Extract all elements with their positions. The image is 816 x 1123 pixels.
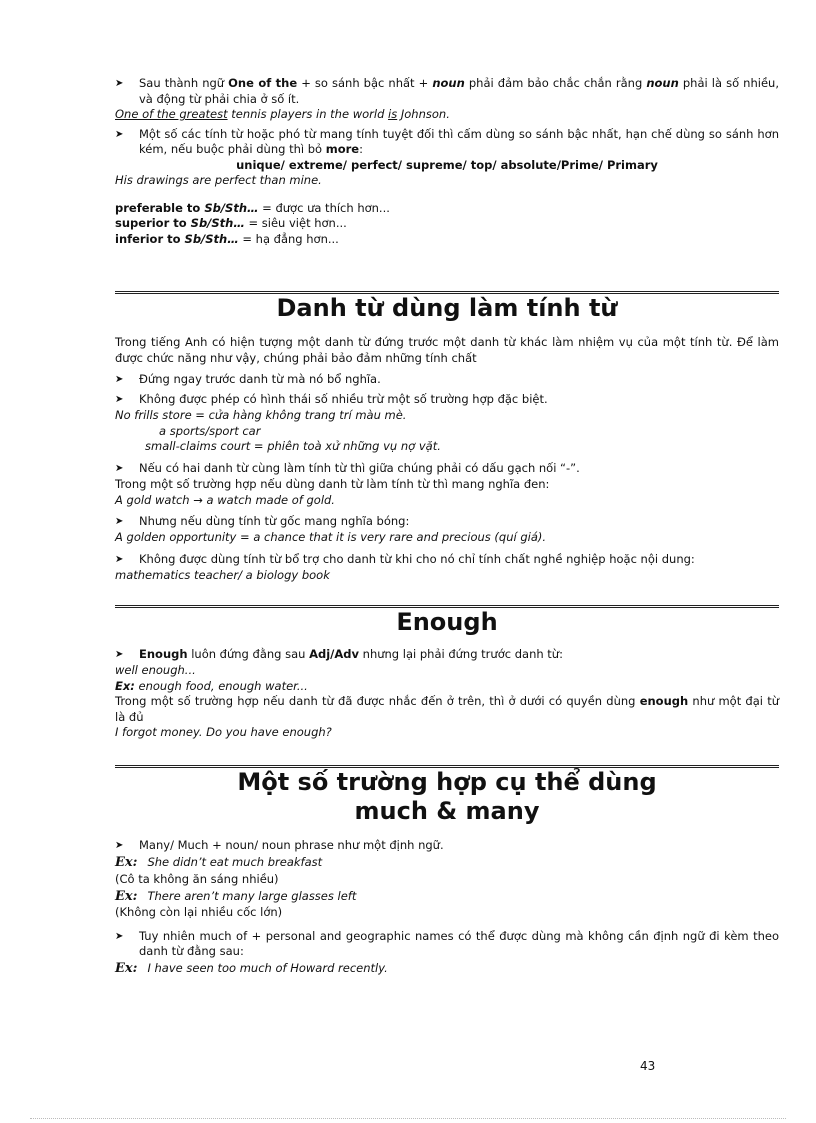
example-text: small-claims court = phiên toà xử những vụ nợ vặt. bbox=[145, 439, 441, 454]
section-title: Một số trường hợp cụ thể dùng bbox=[237, 767, 657, 796]
section-title: Enough bbox=[396, 608, 498, 637]
arrow-bullet-icon: ➤ bbox=[115, 930, 124, 942]
arrow-bullet-icon: ➤ bbox=[115, 553, 124, 565]
list-item: ➤ Many/ Much + noun/ noun phrase như một định ngữ. bbox=[115, 838, 444, 853]
example-text: A golden opportunity = a chance that it is very rare and precious (quí giá). bbox=[115, 530, 547, 545]
arrow-bullet-icon: ➤ bbox=[115, 840, 124, 852]
example-text: Ex: I have seen too much of Howard recently. bbox=[115, 960, 388, 976]
arrow-bullet-icon: ➤ bbox=[115, 394, 124, 406]
list-item: ➤ Nếu có hai danh từ cùng làm tính từ thì giữa chúng phải có dấu gạch nối “-”. bbox=[115, 461, 580, 475]
list-item: ➤ Không được dùng tính từ bổ trợ cho danh từ khi cho nó chỉ tính chất nghề nghiệp hoặc nội dung: bbox=[115, 551, 695, 566]
translation-text: (Cô ta không ăn sáng nhiều) bbox=[115, 871, 279, 886]
list-item: ➤ Nhưng nếu dùng tính từ gốc mang nghĩa bóng: bbox=[115, 514, 410, 529]
arrow-bullet-icon: ➤ bbox=[115, 78, 124, 89]
paragraph: Trong tiếng Anh có hiện tượng một danh từ đứng trước một danh từ khác làm nhiệm vụ của một tính từ. Để làm được chức năng như vậy, chúng phải bảo đảm những tính chất bbox=[115, 335, 779, 365]
example-text: A gold watch → a watch made of gold. bbox=[115, 492, 335, 507]
translation-text: (Không còn lại nhiều cốc lớn) bbox=[115, 905, 283, 920]
example-text: a sports/sport car bbox=[159, 423, 261, 438]
page-border bbox=[30, 1118, 786, 1119]
arrow-bullet-icon: ➤ bbox=[115, 463, 124, 474]
list-item: ➤ Không được phép có hình thái số nhiều trừ một số trường hợp đặc biệt. bbox=[115, 392, 548, 407]
section-title: much & many bbox=[354, 797, 540, 826]
example-text: His drawings are perfect than mine. bbox=[115, 173, 322, 188]
example-text: No frills store = cửa hàng không trang trí màu mè. bbox=[115, 408, 407, 423]
arrow-bullet-icon: ➤ bbox=[115, 649, 124, 661]
example-text: One of the greatest tennis players in the world is Johnson. bbox=[115, 107, 450, 122]
list-item: ➤ Enough luôn đứng đằng sau Adj/Adv nhưng lại phải đứng trước danh từ: bbox=[115, 647, 563, 662]
page-content bbox=[115, 72, 779, 977]
example-text: well enough... bbox=[115, 663, 196, 678]
list-item: ➤ Đứng ngay trước danh từ mà nó bổ nghĩa. bbox=[115, 372, 381, 387]
example-text: mathematics teacher/ a biology book bbox=[115, 567, 330, 582]
section-title: Danh từ dùng làm tính từ bbox=[276, 294, 618, 323]
page-number: 43 bbox=[640, 1059, 656, 1073]
arrow-bullet-icon: ➤ bbox=[115, 374, 124, 386]
list-item: ➤ Tuy nhiên much of + personal and geographic names có thể được dùng mà không cần định ngữ đi kèm theo danh từ đằng sau: bbox=[115, 928, 779, 959]
arrow-bullet-icon: ➤ bbox=[115, 516, 124, 528]
absolute-adjectives: unique/ extreme/ perfect/ supreme/ top/ absolute/Prime/ Primary bbox=[236, 157, 658, 172]
definition-line: preferable to Sb/Sth… = được ưa thích hơn... bbox=[115, 200, 390, 215]
paragraph: Trong một số trường hợp nếu dùng danh từ làm tính từ thì mang nghĩa đen: bbox=[115, 477, 550, 491]
example-text: Ex: There aren’t many large glasses left bbox=[115, 888, 357, 904]
example-text: Ex: enough food, enough water... bbox=[115, 678, 308, 693]
paragraph: Trong một số trường hợp nếu danh từ đã được nhắc đến ở trên, thì ở dưới có quyền dùng enough như một đại từ là đủ bbox=[115, 694, 779, 724]
list-item: ➤ Sau thành ngữ One of the + so sánh bậc nhất + noun phải đảm bảo chắc chắn rằng noun phải là số nhiều, và động từ phải chia ở số ít. bbox=[115, 76, 779, 106]
definitions bbox=[115, 201, 779, 248]
list-item: ➤ Một số các tính từ hoặc phó từ mang tính tuyệt đối thì cấm dùng so sánh bậc nhất, hạn chế dùng so sánh hơn kém, nếu buộc phải dùng thì bỏ more: bbox=[115, 126, 779, 157]
example-text: Ex: She didn’t eat much breakfast bbox=[115, 855, 323, 871]
example-text: I forgot money. Do you have enough? bbox=[115, 725, 332, 740]
arrow-bullet-icon: ➤ bbox=[115, 128, 124, 140]
definition-line: inferior to Sb/Sth… = hạ đẳng hơn... bbox=[115, 231, 339, 246]
definition-line: superior to Sb/Sth… = siêu việt hơn... bbox=[115, 216, 347, 231]
